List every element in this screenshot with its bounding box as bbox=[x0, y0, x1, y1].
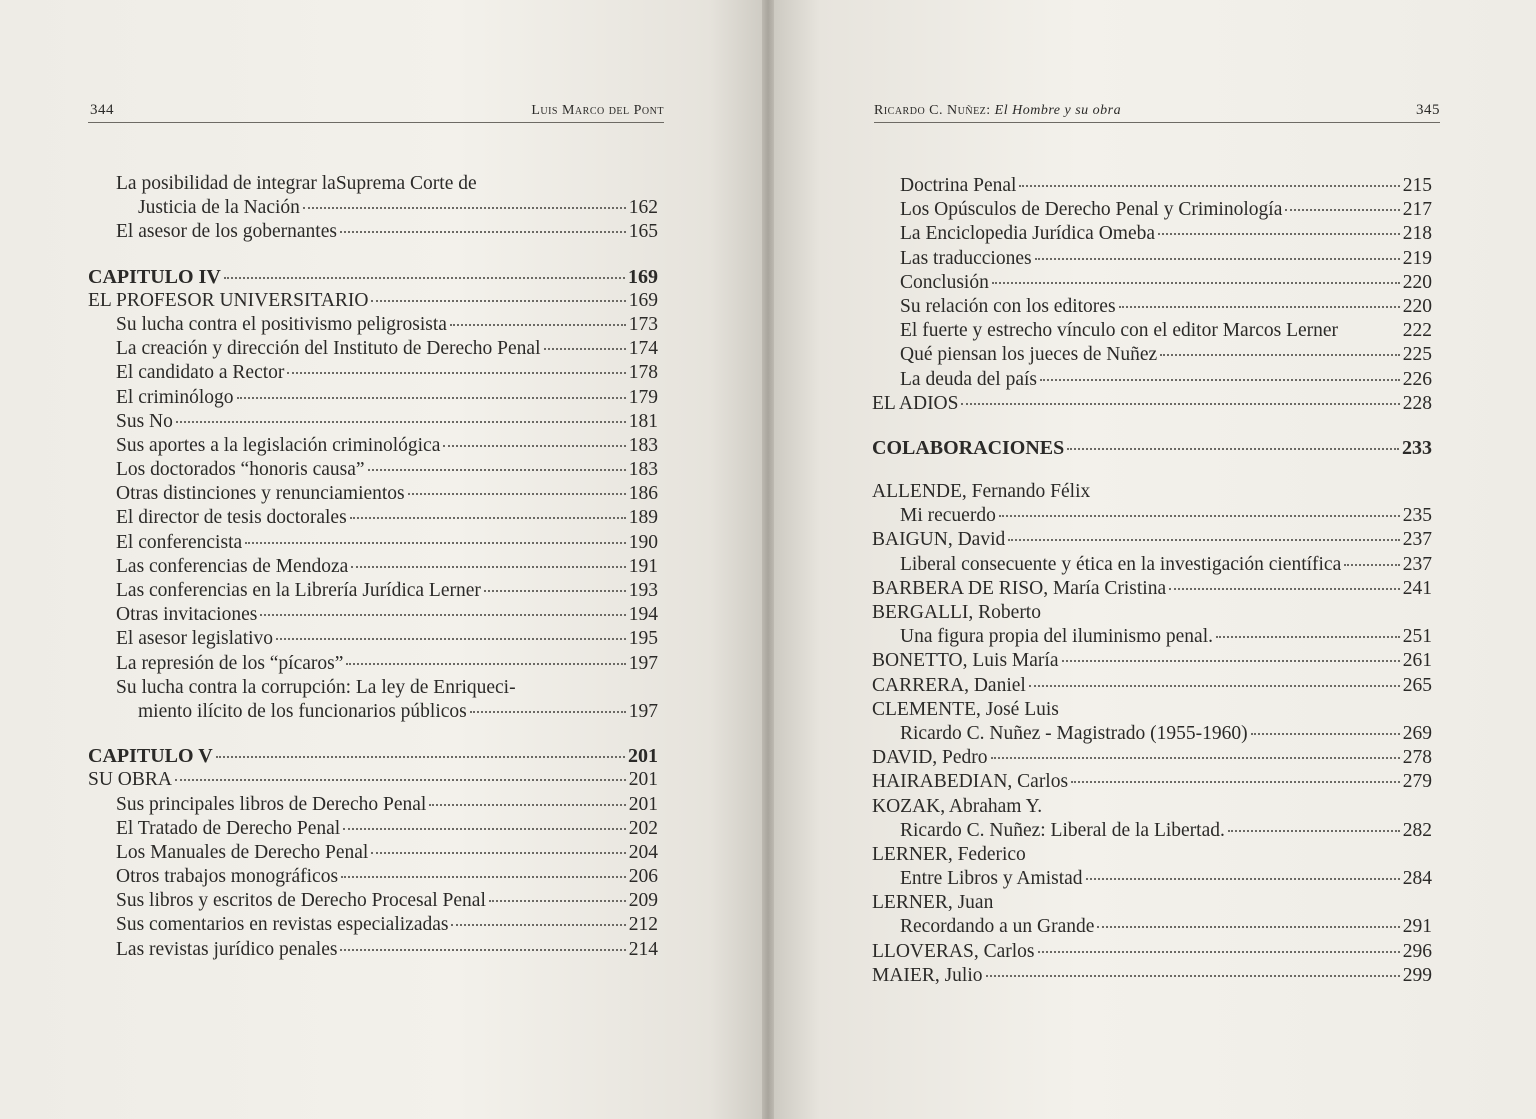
toc-entry bbox=[88, 676, 658, 700]
toc-entry-title: LERNER, Federico bbox=[872, 843, 1026, 865]
toc-entry bbox=[872, 343, 1432, 367]
toc-entry bbox=[88, 652, 658, 676]
toc-entry-title: LLOVERAS, Carlos bbox=[872, 940, 1035, 962]
toc-leader-dots bbox=[1216, 636, 1400, 638]
toc-leader-dots bbox=[1040, 379, 1400, 381]
toc-entry-page: 220 bbox=[1402, 271, 1432, 293]
toc-leader-dots bbox=[992, 282, 1400, 284]
toc-entry bbox=[88, 793, 658, 817]
toc-entry-title: EL PROFESOR UNIVERSITARIO bbox=[88, 289, 369, 311]
toc-leader-dots bbox=[371, 852, 625, 854]
toc-entry-title: El criminólogo bbox=[116, 386, 234, 408]
toc-entry-title: COLABORACIONES bbox=[872, 436, 1065, 459]
toc-entry-title: La deuda del país bbox=[900, 368, 1037, 390]
toc-entry-page: 201 bbox=[628, 745, 658, 768]
toc-leader-dots bbox=[1097, 926, 1399, 928]
toc-leader-dots bbox=[350, 517, 626, 519]
toc-entry-title: HAIRABEDIAN, Carlos bbox=[872, 771, 1069, 793]
toc-leader-dots bbox=[351, 566, 625, 568]
toc-entry bbox=[88, 531, 658, 555]
toc-entry-title: Las traducciones bbox=[900, 247, 1032, 269]
toc-leader-dots bbox=[1228, 830, 1400, 832]
toc-leader-dots bbox=[224, 277, 625, 279]
toc-entry bbox=[88, 913, 658, 937]
toc-entry bbox=[872, 247, 1432, 271]
toc-entry-title: Entre Libros y Amistad bbox=[900, 868, 1083, 890]
toc-entry bbox=[88, 265, 658, 289]
toc-entry-page: 226 bbox=[1402, 368, 1432, 390]
toc-entry bbox=[88, 361, 658, 385]
toc-entry-title: Otras invitaciones bbox=[116, 604, 258, 626]
toc-entry-title: Su lucha contra la corrupción: La ley de Enriqueci- bbox=[116, 676, 516, 698]
toc-entry-title: Mi recuerdo bbox=[900, 505, 996, 527]
toc-leader-dots bbox=[371, 300, 625, 302]
right-running-head bbox=[874, 103, 1121, 119]
toc-leader-dots bbox=[1119, 306, 1400, 308]
toc-entry-title: KOZAK, Abraham Y. bbox=[872, 795, 1043, 817]
toc-leader-dots bbox=[176, 421, 626, 423]
toc-entry bbox=[872, 295, 1432, 319]
toc-leader-dots bbox=[999, 515, 1400, 517]
toc-entry-title: BERGALLI, Roberto bbox=[872, 602, 1041, 623]
toc-leader-dots bbox=[260, 614, 625, 616]
toc-leader-dots bbox=[961, 403, 1399, 405]
toc-entry-title: La posibilidad de integrar laSuprema Corte de bbox=[116, 173, 477, 194]
toc-entry-title: El asesor legislativo bbox=[116, 628, 274, 650]
toc-leader-dots bbox=[544, 348, 626, 350]
toc-entry-title: miento ilícito de los funcionarios públicos bbox=[138, 700, 467, 722]
toc-leader-dots bbox=[1344, 564, 1400, 566]
toc-entry bbox=[88, 889, 658, 913]
toc-entry bbox=[872, 819, 1432, 843]
toc-leader-dots bbox=[408, 493, 626, 495]
toc-entry-title: CARRERA, Daniel bbox=[872, 674, 1026, 696]
toc-entry-title: El fuerte y estrecho vínculo con el editor Marcos Lerner bbox=[900, 320, 1339, 342]
toc-entry-page: 261 bbox=[1402, 650, 1432, 672]
toc-entry-title: LERNER, Juan bbox=[872, 892, 994, 914]
toc-entry-title: BAIGUN, David bbox=[872, 529, 1006, 551]
toc-entry-title: El Tratado de Derecho Penal bbox=[116, 817, 341, 839]
toc-entry-title: CAPITULO V bbox=[88, 745, 213, 768]
toc-entry bbox=[88, 744, 658, 768]
left-page-header bbox=[88, 100, 664, 123]
toc-leader-dots bbox=[1071, 781, 1400, 783]
toc-entry-title: CAPITULO IV bbox=[88, 265, 221, 288]
toc-entry-page: 202 bbox=[628, 817, 658, 839]
toc-entry bbox=[88, 172, 658, 196]
toc-entry bbox=[88, 555, 658, 579]
toc-entry-page: 228 bbox=[1402, 392, 1432, 414]
toc-entry-title: Las conferencias de Mendoza bbox=[116, 555, 349, 577]
left-page-number: 344 bbox=[90, 102, 114, 118]
toc-leader-dots bbox=[1285, 209, 1399, 211]
toc-leader-dots bbox=[276, 638, 626, 640]
toc-entry-page: 183 bbox=[628, 434, 658, 456]
toc-entry-page: 215 bbox=[1402, 175, 1432, 196]
toc-entry bbox=[872, 722, 1432, 746]
toc-entry-page: 201 bbox=[628, 793, 658, 815]
right-page-header bbox=[874, 100, 1440, 123]
toc-leader-dots bbox=[1019, 185, 1399, 187]
book-gutter bbox=[762, 0, 774, 1119]
toc-entry bbox=[88, 603, 658, 627]
toc-entry-title: Sus No bbox=[116, 410, 173, 432]
left-running-head: Luis Marco del Pont bbox=[531, 103, 664, 118]
toc-entry-page: 212 bbox=[628, 914, 658, 936]
toc-entry bbox=[872, 368, 1432, 392]
toc-leader-dots bbox=[991, 757, 1400, 759]
toc-entry bbox=[88, 768, 658, 792]
toc-entry-title: Ricardo C. Nuñez: Liberal de la Libertad. bbox=[900, 819, 1225, 841]
toc-entry-page: 162 bbox=[628, 197, 658, 219]
toc-entry-page: 209 bbox=[628, 890, 658, 912]
toc-leader-dots bbox=[1062, 660, 1400, 662]
toc-entry bbox=[872, 795, 1432, 819]
toc-entry bbox=[88, 220, 658, 244]
toc-leader-dots bbox=[429, 804, 625, 806]
toc-entry-title: Sus libros y escritos de Derecho Procesal Penal bbox=[116, 890, 486, 912]
toc-entry-page: 178 bbox=[628, 362, 658, 384]
toc-leader-dots bbox=[175, 779, 626, 781]
toc-entry-page: 269 bbox=[1402, 722, 1432, 744]
toc-entry bbox=[872, 601, 1432, 625]
toc-entry bbox=[872, 915, 1432, 939]
toc-entry-title: Las conferencias en la Librería Jurídica Lerner bbox=[116, 580, 481, 601]
toc-entry-page: 299 bbox=[1402, 964, 1432, 986]
toc-entry-title: Sus principales libros de Derecho Penal bbox=[116, 793, 427, 815]
toc-entry-title: BARBERA DE RISO, María Cristina bbox=[872, 577, 1167, 599]
toc-entry bbox=[88, 627, 658, 651]
toc-entry-title: Doctrina Penal bbox=[900, 175, 1017, 196]
toc-entry bbox=[88, 700, 658, 724]
toc-entry bbox=[872, 553, 1432, 577]
toc-entry-title: BONETTO, Luis María bbox=[872, 650, 1059, 672]
toc-leader-dots bbox=[287, 372, 625, 374]
toc-entry bbox=[872, 746, 1432, 770]
toc-entry bbox=[872, 649, 1432, 673]
toc-leader-dots bbox=[1158, 233, 1400, 235]
toc-entry bbox=[88, 482, 658, 506]
toc-entry-page: 214 bbox=[628, 938, 658, 960]
toc-entry bbox=[872, 174, 1432, 198]
toc-entry bbox=[88, 337, 658, 361]
toc-entry bbox=[872, 198, 1432, 222]
toc-entry-page: 217 bbox=[1402, 199, 1432, 221]
toc-entry-title: Los Manuales de Derecho Penal bbox=[116, 841, 369, 863]
left-table-of-contents bbox=[88, 172, 658, 962]
toc-entry-page: 174 bbox=[628, 338, 658, 360]
toc-leader-dots bbox=[1169, 588, 1400, 590]
toc-entry-page: 296 bbox=[1402, 940, 1432, 962]
toc-entry-page: 193 bbox=[628, 580, 658, 601]
toc-entry bbox=[872, 891, 1432, 915]
toc-entry-title: El conferencista bbox=[116, 531, 243, 553]
toc-entry-page: 284 bbox=[1402, 868, 1432, 890]
toc-entry bbox=[872, 436, 1432, 460]
toc-entry-page: 189 bbox=[628, 507, 658, 529]
toc-entry bbox=[88, 506, 658, 530]
toc-entry-page: 169 bbox=[628, 289, 658, 311]
toc-entry-page: 173 bbox=[628, 313, 658, 335]
toc-leader-dots bbox=[450, 324, 626, 326]
toc-entry-page: 206 bbox=[628, 866, 658, 888]
toc-entry-page: 165 bbox=[628, 221, 658, 243]
toc-leader-dots bbox=[245, 542, 626, 544]
toc-entry-title: Otras distinciones y renunciamientos bbox=[116, 483, 405, 505]
toc-leader-dots bbox=[1038, 951, 1400, 953]
toc-entry-title: El director de tesis doctorales bbox=[116, 507, 347, 529]
running-head-title: El Hombre y su obra bbox=[994, 103, 1122, 118]
toc-entry-title: ALLENDE, Fernando Félix bbox=[872, 481, 1091, 503]
toc-entry-page: 278 bbox=[1402, 747, 1432, 769]
toc-entry bbox=[872, 940, 1432, 964]
toc-entry-title: Las revistas jurídico penales bbox=[116, 938, 338, 960]
toc-entry-page: 265 bbox=[1402, 674, 1432, 696]
toc-entry-page: 220 bbox=[1402, 295, 1432, 317]
toc-entry bbox=[872, 392, 1432, 416]
toc-entry-title: Qué piensan los jueces de Nuñez bbox=[900, 344, 1158, 366]
toc-entry-page: 251 bbox=[1402, 626, 1432, 648]
toc-entry bbox=[88, 196, 658, 220]
toc-entry-page: 191 bbox=[628, 555, 658, 577]
toc-entry-title: La creación y dirección del Instituto de Derecho Penal bbox=[116, 338, 541, 360]
toc-entry bbox=[88, 313, 658, 337]
toc-entry-title: Justicia de la Nación bbox=[138, 197, 300, 219]
toc-entry bbox=[872, 504, 1432, 528]
toc-leader-dots bbox=[346, 663, 625, 665]
toc-leader-dots bbox=[451, 924, 625, 926]
toc-entry-page: 197 bbox=[628, 652, 658, 674]
toc-entry bbox=[872, 964, 1432, 988]
toc-entry-page: 218 bbox=[1402, 223, 1432, 245]
toc-entry-title: DAVID, Pedro bbox=[872, 747, 988, 769]
toc-entry bbox=[88, 579, 658, 603]
toc-entry-page: 279 bbox=[1402, 771, 1432, 793]
toc-entry-page: 204 bbox=[628, 841, 658, 863]
toc-entry bbox=[872, 698, 1432, 722]
toc-entry-title: Sus aportes a la legislación criminológica bbox=[116, 434, 441, 456]
toc-entry bbox=[872, 480, 1432, 504]
toc-entry-page: 183 bbox=[628, 459, 658, 481]
toc-entry-title: La Enciclopedia Jurídica Omeba bbox=[900, 223, 1156, 245]
right-page bbox=[774, 0, 1536, 1119]
toc-entry-page: 190 bbox=[628, 531, 658, 553]
toc-leader-dots bbox=[340, 231, 626, 233]
toc-entry bbox=[88, 865, 658, 889]
toc-entry-page: 194 bbox=[628, 604, 658, 626]
toc-entry-title: MAIER, Julio bbox=[872, 964, 983, 986]
toc-entry bbox=[872, 843, 1432, 867]
toc-entry-page: 237 bbox=[1402, 553, 1432, 575]
toc-entry-title: Una figura propia del iluminismo penal. bbox=[900, 626, 1214, 648]
toc-entry bbox=[88, 458, 658, 482]
toc-entry bbox=[88, 410, 658, 434]
toc-entry-page: 219 bbox=[1402, 247, 1432, 269]
toc-entry-title: Ricardo C. Nuñez - Magistrado (1955-1960) bbox=[900, 722, 1248, 744]
toc-entry bbox=[88, 289, 658, 313]
toc-entry-page: 201 bbox=[628, 769, 658, 791]
toc-entry bbox=[88, 817, 658, 841]
toc-entry-page: 195 bbox=[628, 628, 658, 650]
toc-entry-page: 225 bbox=[1402, 344, 1432, 366]
toc-entry bbox=[872, 222, 1432, 246]
toc-entry-page: 186 bbox=[628, 483, 658, 505]
toc-entry bbox=[88, 938, 658, 962]
toc-entry-title: Conclusión bbox=[900, 271, 989, 293]
left-page bbox=[0, 0, 762, 1119]
toc-leader-dots bbox=[1008, 539, 1400, 541]
toc-entry bbox=[88, 434, 658, 458]
toc-leader-dots bbox=[340, 949, 625, 951]
toc-leader-dots bbox=[1029, 685, 1400, 687]
right-table-of-contents bbox=[872, 174, 1432, 988]
toc-entry-page: 233 bbox=[1402, 436, 1432, 459]
toc-entry-page: 222 bbox=[1402, 320, 1432, 342]
toc-entry bbox=[872, 319, 1432, 343]
toc-entry-page: 241 bbox=[1402, 577, 1432, 599]
toc-entry-title: Otros trabajos monográficos bbox=[116, 866, 339, 888]
toc-leader-dots bbox=[484, 590, 626, 592]
toc-entry-title: SU OBRA bbox=[88, 769, 172, 791]
toc-leader-dots bbox=[470, 711, 626, 713]
toc-entry-title: EL ADIOS bbox=[872, 392, 959, 414]
toc-leader-dots bbox=[341, 876, 626, 878]
toc-entry-title: El candidato a Rector bbox=[116, 362, 285, 384]
toc-entry bbox=[88, 386, 658, 410]
toc-leader-dots bbox=[986, 975, 1400, 977]
toc-entry-page: 181 bbox=[628, 410, 658, 432]
toc-entry bbox=[872, 577, 1432, 601]
toc-leader-dots bbox=[1035, 258, 1400, 260]
toc-entry bbox=[88, 841, 658, 865]
toc-entry-page: 197 bbox=[628, 700, 658, 722]
toc-entry-page: 169 bbox=[628, 265, 658, 288]
toc-entry-title: Su relación con los editores bbox=[900, 295, 1116, 317]
toc-entry-title: Los doctorados “honoris causa” bbox=[116, 459, 365, 481]
right-page-number: 345 bbox=[1416, 102, 1440, 118]
toc-entry-title: Los Opúsculos de Derecho Penal y Criminología bbox=[900, 199, 1283, 221]
running-head-author: Ricardo C. Nuñez: bbox=[874, 103, 991, 118]
toc-entry-page: 291 bbox=[1402, 916, 1432, 938]
toc-entry-page: 235 bbox=[1402, 505, 1432, 527]
toc-leader-dots bbox=[216, 756, 625, 758]
toc-leader-dots bbox=[343, 828, 626, 830]
toc-entry bbox=[872, 625, 1432, 649]
toc-leader-dots bbox=[1160, 354, 1400, 356]
toc-leader-dots bbox=[1251, 733, 1400, 735]
toc-entry-title: La represión de los “pícaros” bbox=[116, 652, 344, 674]
toc-entry-title: El asesor de los gobernantes bbox=[116, 221, 337, 243]
toc-leader-dots bbox=[489, 900, 626, 902]
toc-leader-dots bbox=[303, 207, 626, 209]
toc-entry-page: 282 bbox=[1402, 819, 1432, 841]
toc-leader-dots bbox=[237, 397, 626, 399]
toc-leader-dots bbox=[1086, 878, 1400, 880]
toc-entry bbox=[872, 674, 1432, 698]
toc-entry bbox=[872, 271, 1432, 295]
toc-leader-dots bbox=[1067, 448, 1399, 450]
toc-entry-page: 179 bbox=[628, 386, 658, 408]
toc-entry bbox=[872, 770, 1432, 794]
toc-entry bbox=[872, 528, 1432, 552]
toc-entry-title: Su lucha contra el positivismo peligrosista bbox=[116, 313, 447, 335]
toc-entry-title: CLEMENTE, José Luis bbox=[872, 698, 1059, 720]
toc-entry bbox=[872, 867, 1432, 891]
toc-entry-title: Recordando a un Grande bbox=[900, 916, 1095, 938]
toc-leader-dots bbox=[368, 469, 626, 471]
toc-entry-title: Sus comentarios en revistas especializadas bbox=[116, 914, 449, 936]
toc-entry-page: 237 bbox=[1402, 529, 1432, 551]
toc-entry-title: Liberal consecuente y ética en la investigación científica bbox=[900, 553, 1342, 575]
toc-leader-dots bbox=[443, 445, 625, 447]
